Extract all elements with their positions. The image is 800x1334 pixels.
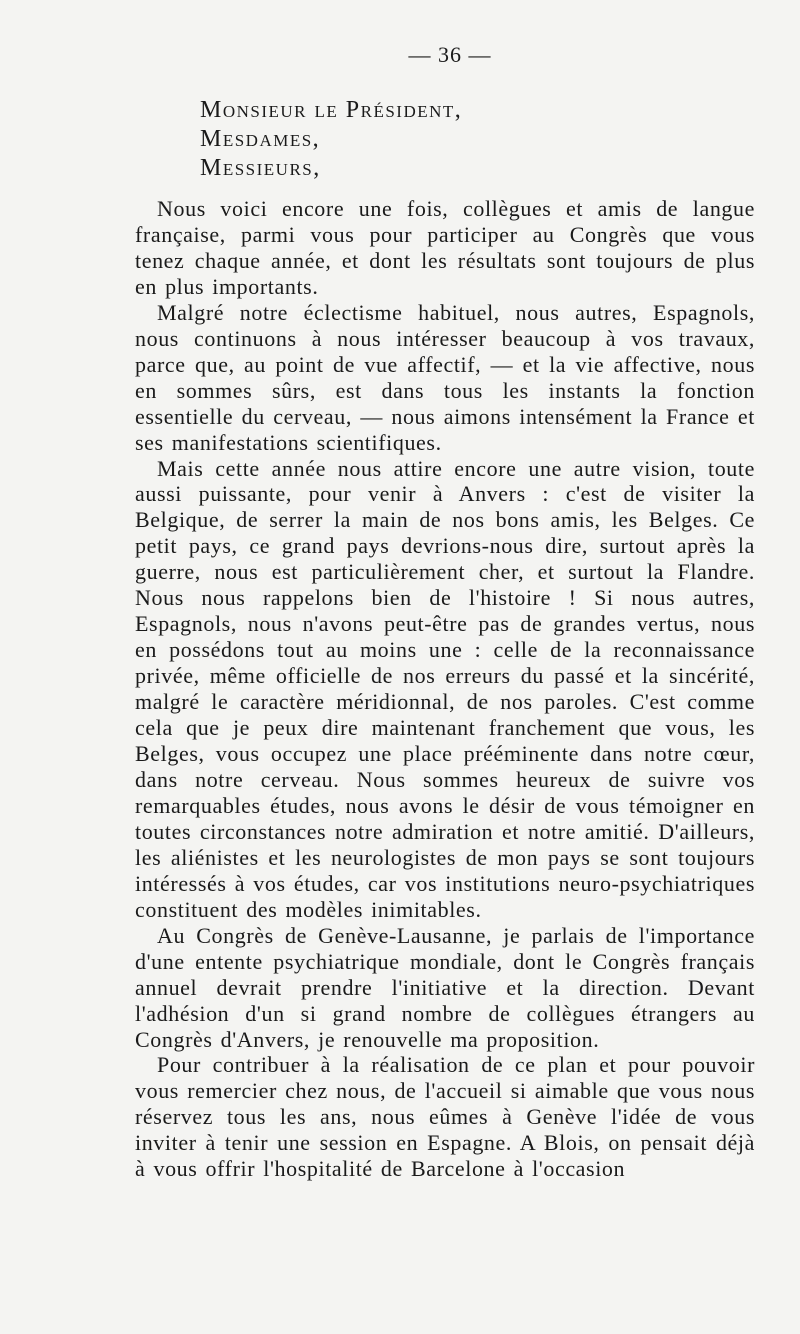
salutation-block <box>200 96 650 183</box>
salutation-line: Mesdames, <box>200 126 321 152</box>
salutation-line: Monsieur le Président, <box>200 97 463 123</box>
paragraph: Nous voici encore une fois, collègues et amis de langue française, parmi vous pour participer au Congrès que vous tenez chaque année, et dont les résultats sont toujours de plus en plus importants. <box>135 196 755 299</box>
salutation-line: Messieurs, <box>200 155 321 181</box>
paragraph: Au Congrès de Genève-Lausanne, je parlais de l'importance d'une entente psychiatrique mondiale, dont le Congrès français annuel devrait prendre l'initiative et la direction. Devant l'adhésion d'un si grand nombre de collègues étrangers au Congrès d'Anvers, je renouvelle ma proposition. <box>135 922 755 1052</box>
page-number: — 36 — <box>408 42 492 67</box>
paragraph: Pour contribuer à la réalisation de ce plan et pour pouvoir vous remercier chez nous, de l'accueil si aimable que vous nous réservez tous les ans, nous eûmes à Genève l'idée de vous inviter à tenir une session en Espagne. A Blois, on pensait déjà à vous offrir l'hospitalité de Barcelone à l'occasion <box>135 1052 755 1182</box>
paragraph: Mais cette année nous attire encore une autre vision, toute aussi puissante, pour venir à Anvers : c'est de visiter la Belgique, de serrer la main de nos bons amis, les Belges. Ce petit pays, ce grand pays devrions-nous dire, surtout après la guerre, nous est particulièrement cher, et surtout la Flandre. Nous nous rappelons bien de l'histoire ! Si nous autres, Espagnols, nous n'avons peut-être pas de grandes vertus, nous en possédons tout au moins une : celle de la reconnaissance privée, même officielle de nos erreurs du passé et la sincérité, malgré le caractère méridionnal, de nos paroles. C'est comme cela que je peux dire maintenant franchement que vous, les Belges, vous occupez une place prééminente dans notre cœur, dans notre cerveau. Nous sommes heureux de suivre vos remarquables études, nous avons le désir de vous témoigner en toutes circonstances notre admiration et notre amitié. D'ailleurs, les aliénistes et les neurologistes de mon pays se sont toujours intéressés à vos études, car vos institutions neuro-psychiatriques constituent des modèles inimitables. <box>135 455 755 922</box>
paragraph: Malgré notre éclectisme habituel, nous autres, Espagnols, nous continuons à nous intéresser beaucoup à vos travaux, parce que, au point de vue affectif, — et la vie affective, nous en sommes sûrs, est dans tous les instants la fonction essentielle du cerveau, — nous aimons intensément la France et ses manifestations scientifiques. <box>135 299 755 455</box>
body-text <box>135 196 755 1182</box>
